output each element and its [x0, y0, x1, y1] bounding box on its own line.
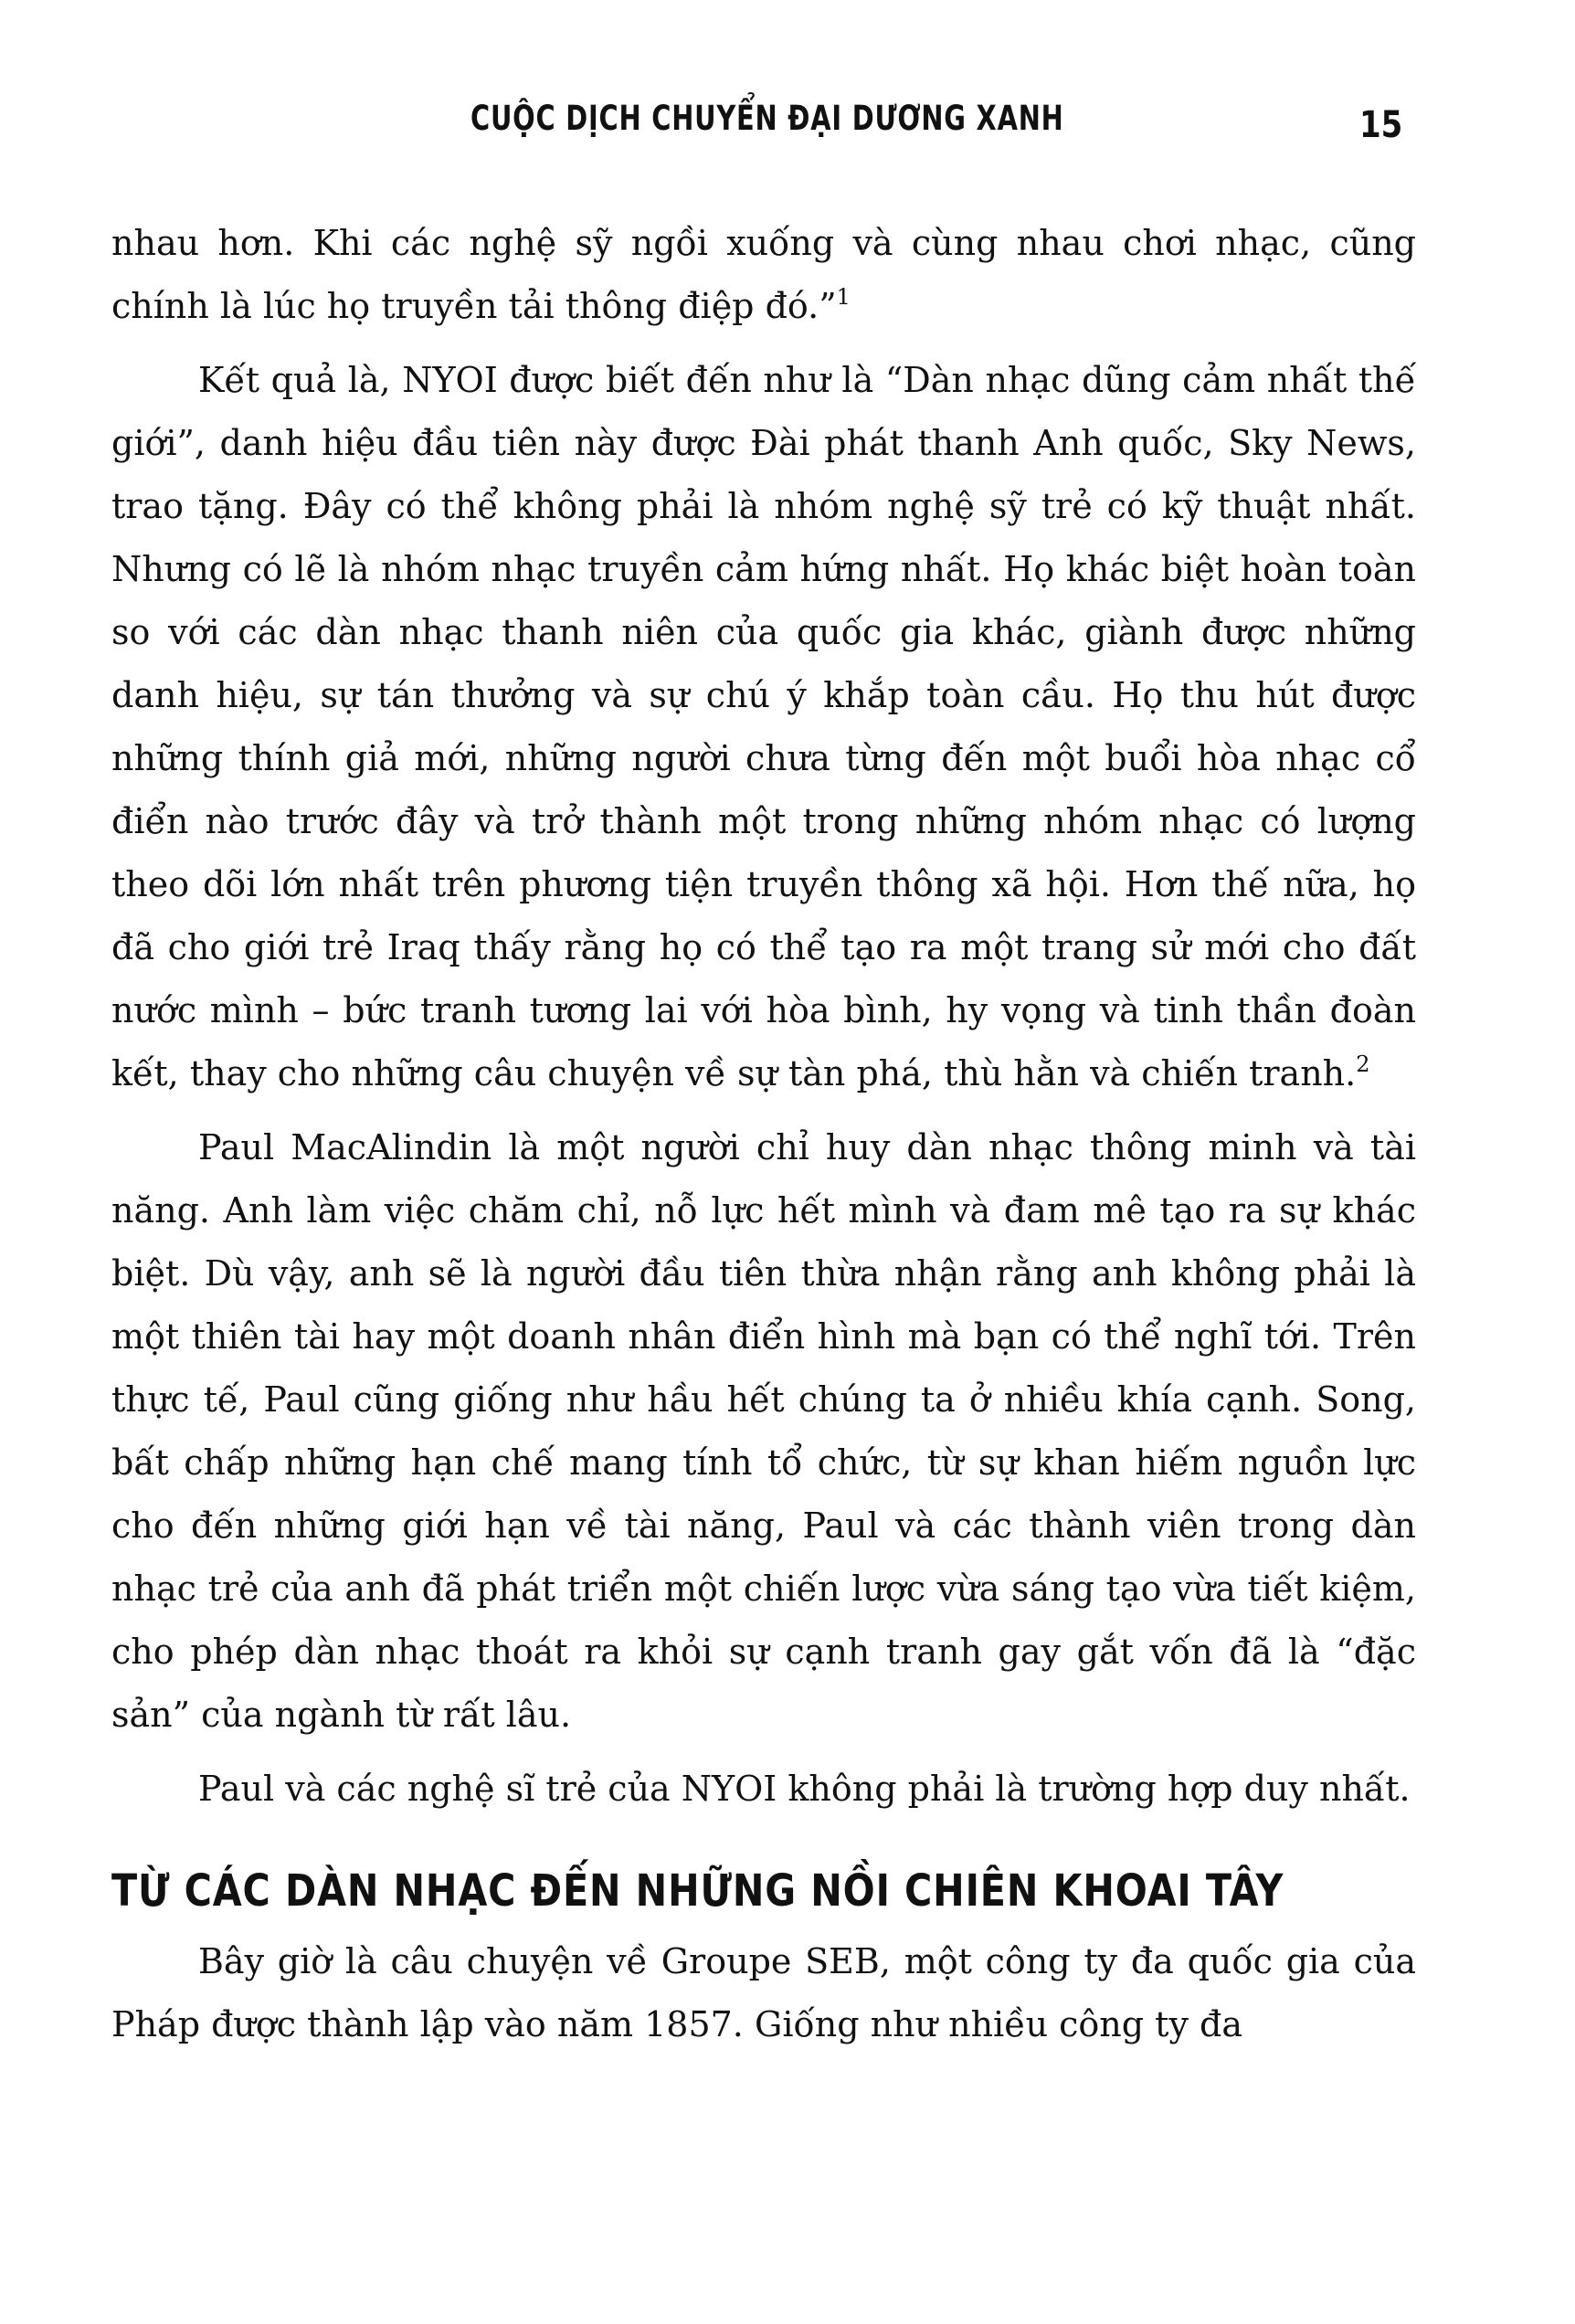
body-text: [111, 212, 1416, 2056]
paragraph-continuation: [111, 212, 1416, 338]
footnote-marker: 2: [1356, 1051, 1370, 1077]
page-number: 15: [1359, 104, 1403, 146]
paragraph: Bây giờ là câu chuyện về Groupe SEB, một công ty đa quốc gia của Pháp được thành lập vào năm 1857. Giống như nhiều công ty đa: [111, 1941, 1416, 2044]
paragraph: Paul và các nghệ sĩ trẻ của NYOI không phải là trường hợp duy nhất.: [198, 1769, 1411, 1809]
footnote-marker: 1: [836, 284, 851, 310]
paragraph: [111, 349, 1416, 1105]
paragraph-text: Kết quả là, NYOI được biết đến như là “Dàn nhạc dũng cảm nhất thế giới”, danh hiệu đầu tiên này được Đài phát thanh Anh quốc, Sky News, trao tặng. Đây có thể không phải là nhóm nghệ sỹ trẻ có kỹ thuật nhất. Nhưng có lẽ là nhóm nhạc truyền cảm hứng nhất. Họ khác biệt hoàn toàn so với các dàn nhạc thanh niên của quốc gia khác, giành được những danh hiệu, sự tán thưởng và sự chú ý khắp toàn cầu. Họ thu hút được những thính giả mới, những người chưa từng đến một buổi hòa nhạc cổ điển nào trước đây và trở thành một trong những nhóm nhạc có lượng theo dõi lớn nhất trên phương tiện truyền thông xã hội. Hơn thế nữa, họ đã cho giới trẻ Iraq thấy rằng họ có thể tạo ra một trang sử mới cho đất nước mình – bức tranh tương lai với hòa bình, hy vọng và tinh thần đoàn kết, thay cho những câu chuyện về sự tàn phá, thù hằn và chiến tranh.: [111, 360, 1416, 1093]
running-header-title: CUỘC DỊCH CHUYỂN ĐẠI DƯƠNG XANH: [470, 99, 1064, 138]
paragraph-text: nhau hơn. Khi các nghệ sỹ ngồi xuống và cùng nhau chơi nhạc, cũng chính là lúc họ truyền tải thông điệp đó.”: [111, 223, 1416, 326]
paragraph: Paul MacAlindin là một người chỉ huy dàn nhạc thông minh và tài năng. Anh làm việc chăm chỉ, nỗ lực hết mình và đam mê tạo ra sự khác biệt. Dù vậy, anh sẽ là người đầu tiên thừa nhận rằng anh không phải là một thiên tài hay một doanh nhân điển hình mà bạn có thể nghĩ tới. Trên thực tế, Paul cũng giống như hầu hết chúng ta ở nhiều khía cạnh. Song, bất chấp những hạn chế mang tính tổ chức, từ sự khan hiếm nguồn lực cho đến những giới hạn về tài năng, Paul và các thành viên trong dàn nhạc trẻ của anh đã phát triển một chiến lược vừa sáng tạo vừa tiết kiệm, cho phép dàn nhạc thoát ra khỏi sự cạnh tranh gay gắt vốn đã là “đặc sản” của ngành từ rất lâu.: [111, 1127, 1416, 1735]
section-heading: TỪ CÁC DÀN NHẠC ĐẾN NHỮNG NỒI CHIÊN KHOAI TÂY: [111, 1865, 1284, 1917]
